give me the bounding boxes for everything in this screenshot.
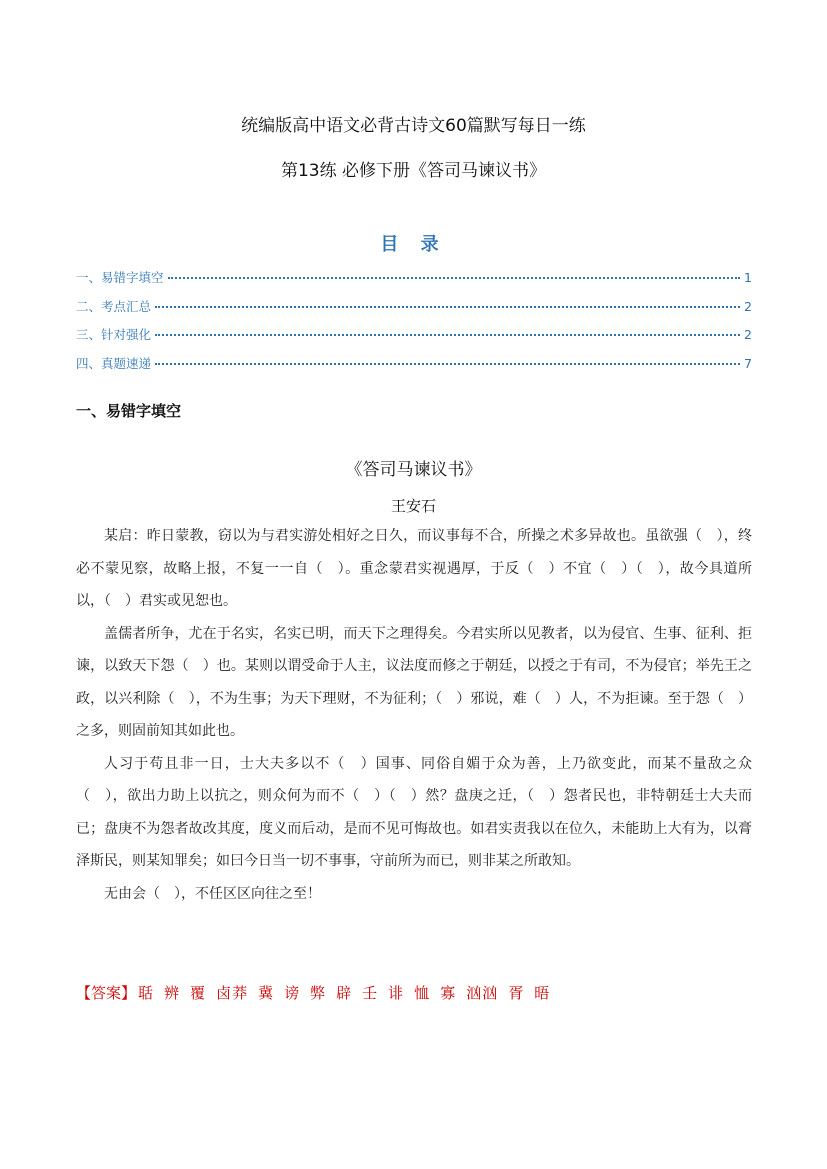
paragraph: 盖儒者所争，尤在于名实，名实已明，而天下之理得矣。今君实所以见教者，以为侵官、生事、征利、拒谏，以致天下怨（ ）也。某则以谓受命于人主，议法度而修之于朝廷，以授之于有司，不为侵官；举先王之政，以兴利除（ ），不为生事；为天下理财，不为征利；（ ）邪说，难（ ）人，不为拒谏。至于怨（ ）之多，则固前知其如此也。 [76, 625, 752, 739]
answer-word: 弊 [310, 984, 327, 1002]
answer-word: 寡 [440, 984, 457, 1002]
toc-leader-dots [155, 334, 740, 336]
toc-item-page[interactable]: 2 [744, 298, 752, 314]
toc-item-label[interactable]: 三、针对强化 [76, 327, 152, 342]
section-heading: 一、易错字填空 [76, 402, 182, 420]
toc-item-page[interactable]: 7 [744, 355, 752, 371]
answer-label: 【答案】 [76, 984, 137, 1002]
paragraph: 某启：昨日蒙教，窃以为与君实游处相好之日久，而议事每不合，所操之术多异故也。虽欲强（ ），终必不蒙见察，故略上报，不复一一自（ ）。重念蒙君实视遇厚，于反（ ）不宜（ ）（ ），故今具道所以，（ ）君实或见恕也。 [76, 528, 752, 609]
toc-item-2[interactable] [76, 297, 752, 326]
poem-title: 《答司马谏议书》 [345, 460, 482, 480]
toc-item-label[interactable]: 四、真题速递 [76, 355, 152, 371]
answer-line [76, 982, 756, 1003]
toc-leader-dots [155, 363, 740, 365]
toc-item-4[interactable] [76, 354, 752, 383]
toc-item-label[interactable]: 二、考点汇总 [76, 298, 152, 314]
answer-word: 谤 [284, 984, 301, 1002]
passage-body [76, 520, 752, 910]
toc-item-1[interactable] [76, 268, 752, 297]
toc-heading: 目 录 [380, 234, 447, 255]
toc-item-page[interactable]: 2 [744, 327, 752, 342]
answer-word: 覆 [190, 984, 207, 1002]
answer-word: 辨 [164, 984, 181, 1002]
paragraph: 人习于苟且非一日，士大夫多以不（ ）国事、同俗自媚于众为善，上乃欲变此，而某不量敌之众（ ），欲出力助上以抗之，则众何为而不（ ）（ ）然？盘庚之迁，（ ）怨者民也，非特朝廷士大夫而已；盘庚不为怨者故改其度，度义而后动，是而不见可悔故也。如君实责我以在位久，未能助上大有为，以膏泽斯民，则某知罪矣；如曰今日当一切不事事，守前所为而已，则非某之所敢知。 [76, 755, 752, 869]
paragraph: 无由会（ ），不任区区向往之至！ [104, 885, 321, 902]
answer-word: 壬 [362, 984, 379, 1002]
answer-word: 恤 [414, 984, 431, 1002]
document-title: 统编版高中语文必背古诗文60篇默写每日一练 [241, 116, 586, 136]
answer-word: 汹汹 [466, 984, 499, 1002]
answer-word: 诽 [388, 984, 405, 1002]
lesson-subtitle: 第13练 必修下册《答司马谏议书》 [280, 161, 547, 181]
answer-word: 晤 [534, 984, 551, 1002]
toc-item-page[interactable]: 1 [744, 270, 752, 285]
answer-word: 辟 [336, 984, 353, 1002]
toc-leader-dots [168, 277, 741, 279]
toc-item-label[interactable]: 一、易错字填空 [76, 270, 164, 285]
table-of-contents [76, 268, 752, 382]
toc-leader-dots [155, 306, 740, 308]
toc-item-3[interactable] [76, 325, 752, 354]
answer-word: 冀 [258, 984, 275, 1002]
poem-author: 王安石 [390, 497, 436, 515]
answer-word: 聒 [138, 984, 155, 1002]
answer-word: 胥 [508, 984, 525, 1002]
answer-word: 卤莽 [216, 984, 249, 1002]
